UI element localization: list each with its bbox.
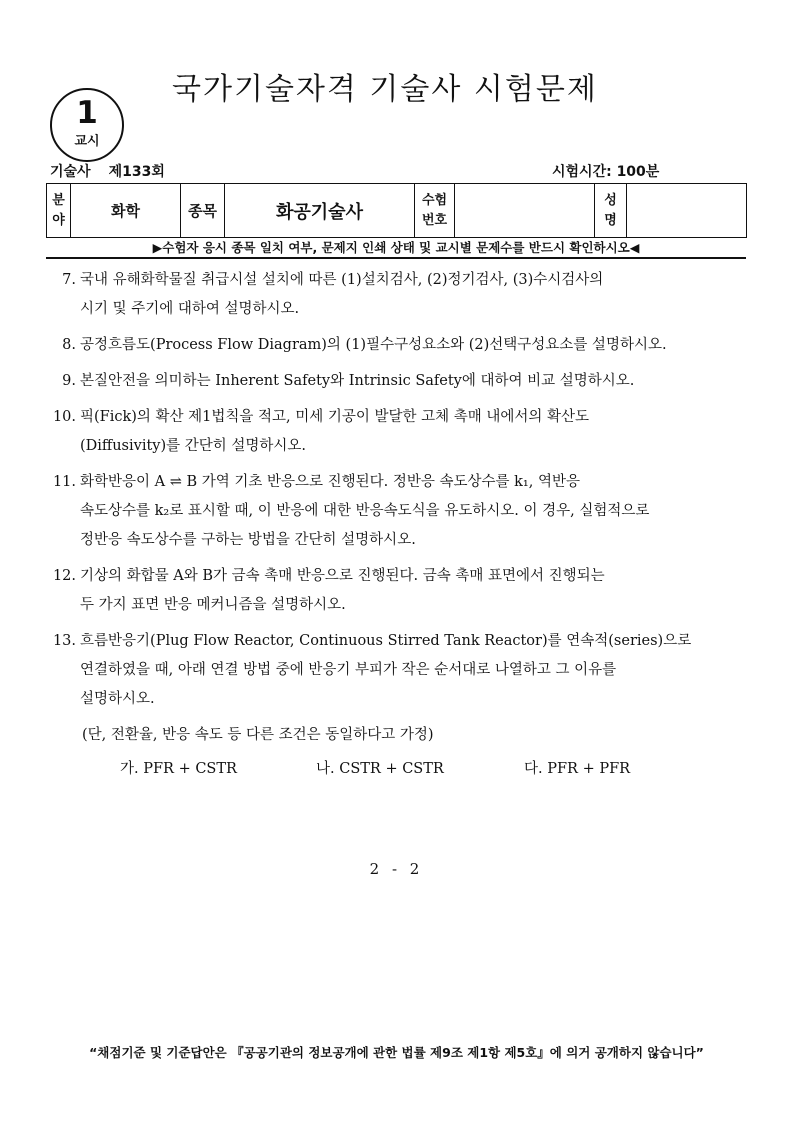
question-item bbox=[46, 562, 750, 620]
exam-time: 시험시간: 100분 bbox=[552, 164, 660, 180]
question-number: 9. bbox=[62, 373, 76, 389]
field-value: 화학 bbox=[71, 184, 181, 238]
exam-meta bbox=[50, 163, 165, 181]
question-number: 8. bbox=[62, 337, 76, 353]
question-number: 7. bbox=[62, 272, 76, 288]
question-line: 정반응 속도상수를 구하는 방법을 간단히 설명하시오. bbox=[80, 532, 416, 548]
question-item bbox=[46, 331, 750, 360]
question-item bbox=[46, 627, 750, 714]
name-label-1: 성 bbox=[604, 192, 617, 208]
field-label-1: 분 bbox=[52, 192, 65, 208]
question-number: 11. bbox=[52, 474, 76, 490]
question-condition: (단, 전환율, 반응 속도 등 다른 조건은 동일하다고 가정) bbox=[82, 727, 434, 743]
question-line: 공정흐름도(Process Flow Diagram)의 (1)필수구성요소와 (2)선택구성요소를 설명하시오. bbox=[80, 337, 667, 353]
question-item bbox=[46, 367, 750, 396]
exam-number-label-2: 번호 bbox=[421, 212, 448, 228]
question-number: 13. bbox=[52, 633, 76, 649]
divider bbox=[46, 257, 746, 259]
exam-number-field[interactable] bbox=[455, 184, 595, 238]
option-item: 나. CSTR + CSTR bbox=[316, 761, 444, 777]
question-line: 본질안전을 의미하는 Inherent Safety와 Intrinsic Safety에 대하여 비교 설명하시오. bbox=[80, 373, 635, 389]
footer-notice: “채점기준 및 기준답안은 『공공기관의 정보공개에 관한 법률 제9조 제1항 제5호』에 의거 공개하지 않습니다” bbox=[89, 1045, 704, 1060]
exam-number-label-1: 수험 bbox=[421, 192, 448, 208]
question-item bbox=[46, 403, 750, 461]
exam-number-label-cell bbox=[415, 184, 455, 238]
type-label: 종목 bbox=[181, 184, 225, 238]
option-item: 다. PFR + PFR bbox=[524, 761, 631, 777]
session-badge bbox=[50, 88, 124, 162]
question-number: 10. bbox=[52, 409, 76, 425]
name-label-2: 명 bbox=[604, 212, 617, 228]
question-line: 흐름반응기(Plug Flow Reactor, Continuous Stirred Tank Reactor)를 연속적(series)으로 bbox=[80, 633, 692, 649]
question-line: 속도상수를 k₂로 표시할 때, 이 반응에 대한 반응속도식을 유도하시오. 이 경우, 실험적으로 bbox=[80, 503, 650, 519]
type-value: 화공기술사 bbox=[225, 184, 415, 238]
info-table bbox=[46, 183, 747, 238]
exam-round: 제133회 bbox=[108, 164, 165, 180]
question-item bbox=[46, 266, 750, 324]
question-line: 연결하였을 때, 아래 연결 방법 중에 반응기 부피가 작은 순서대로 나열하고 그 이유를 bbox=[80, 662, 617, 678]
name-field[interactable] bbox=[627, 184, 747, 238]
page-title: 국가기술자격 기술사 시험문제 bbox=[172, 72, 598, 107]
page-number: 2 - 2 bbox=[369, 860, 424, 878]
question-number: 12. bbox=[52, 568, 76, 584]
option-item: 가. PFR + CSTR bbox=[120, 761, 237, 777]
exam-type: 기술사 bbox=[50, 164, 91, 180]
question-line: 설명하시오. bbox=[80, 691, 155, 707]
question-list bbox=[46, 266, 750, 787]
notice: ▶수험자 응시 종목 일치 여부, 문제지 인쇄 상태 및 교시별 문제수를 반드시 확인하시오◀ bbox=[152, 240, 640, 255]
option-list bbox=[46, 755, 750, 787]
question-item bbox=[46, 468, 750, 555]
question-line: 화학반응이 A ⇌ B 가역 기초 반응으로 진행된다. 정반응 속도상수를 k₁, 역반응 bbox=[80, 474, 580, 490]
question-line: 국내 유해화학물질 취급시설 설치에 따른 (1)설치검사, (2)정기검사, (3)수시검사의 bbox=[80, 272, 604, 288]
field-label-cell bbox=[47, 184, 71, 238]
session-number: 1 bbox=[76, 95, 98, 131]
question-line: 두 가지 표면 반응 메커니즘을 설명하시오. bbox=[80, 597, 346, 613]
question-line: 시기 및 주기에 대하여 설명하시오. bbox=[80, 301, 300, 317]
question-line: (Diffusivity)를 간단히 설명하시오. bbox=[80, 438, 307, 454]
field-label-2: 야 bbox=[52, 212, 65, 228]
question-line: 픽(Fick)의 확산 제1법칙을 적고, 미세 기공이 발달한 고체 촉매 내에서의 확산도 bbox=[80, 409, 590, 425]
question-line: 기상의 화합물 A와 B가 금속 촉매 반응으로 진행된다. 금속 촉매 표면에서 진행되는 bbox=[80, 568, 605, 584]
session-label: 교시 bbox=[74, 134, 100, 149]
name-label-cell bbox=[595, 184, 627, 238]
